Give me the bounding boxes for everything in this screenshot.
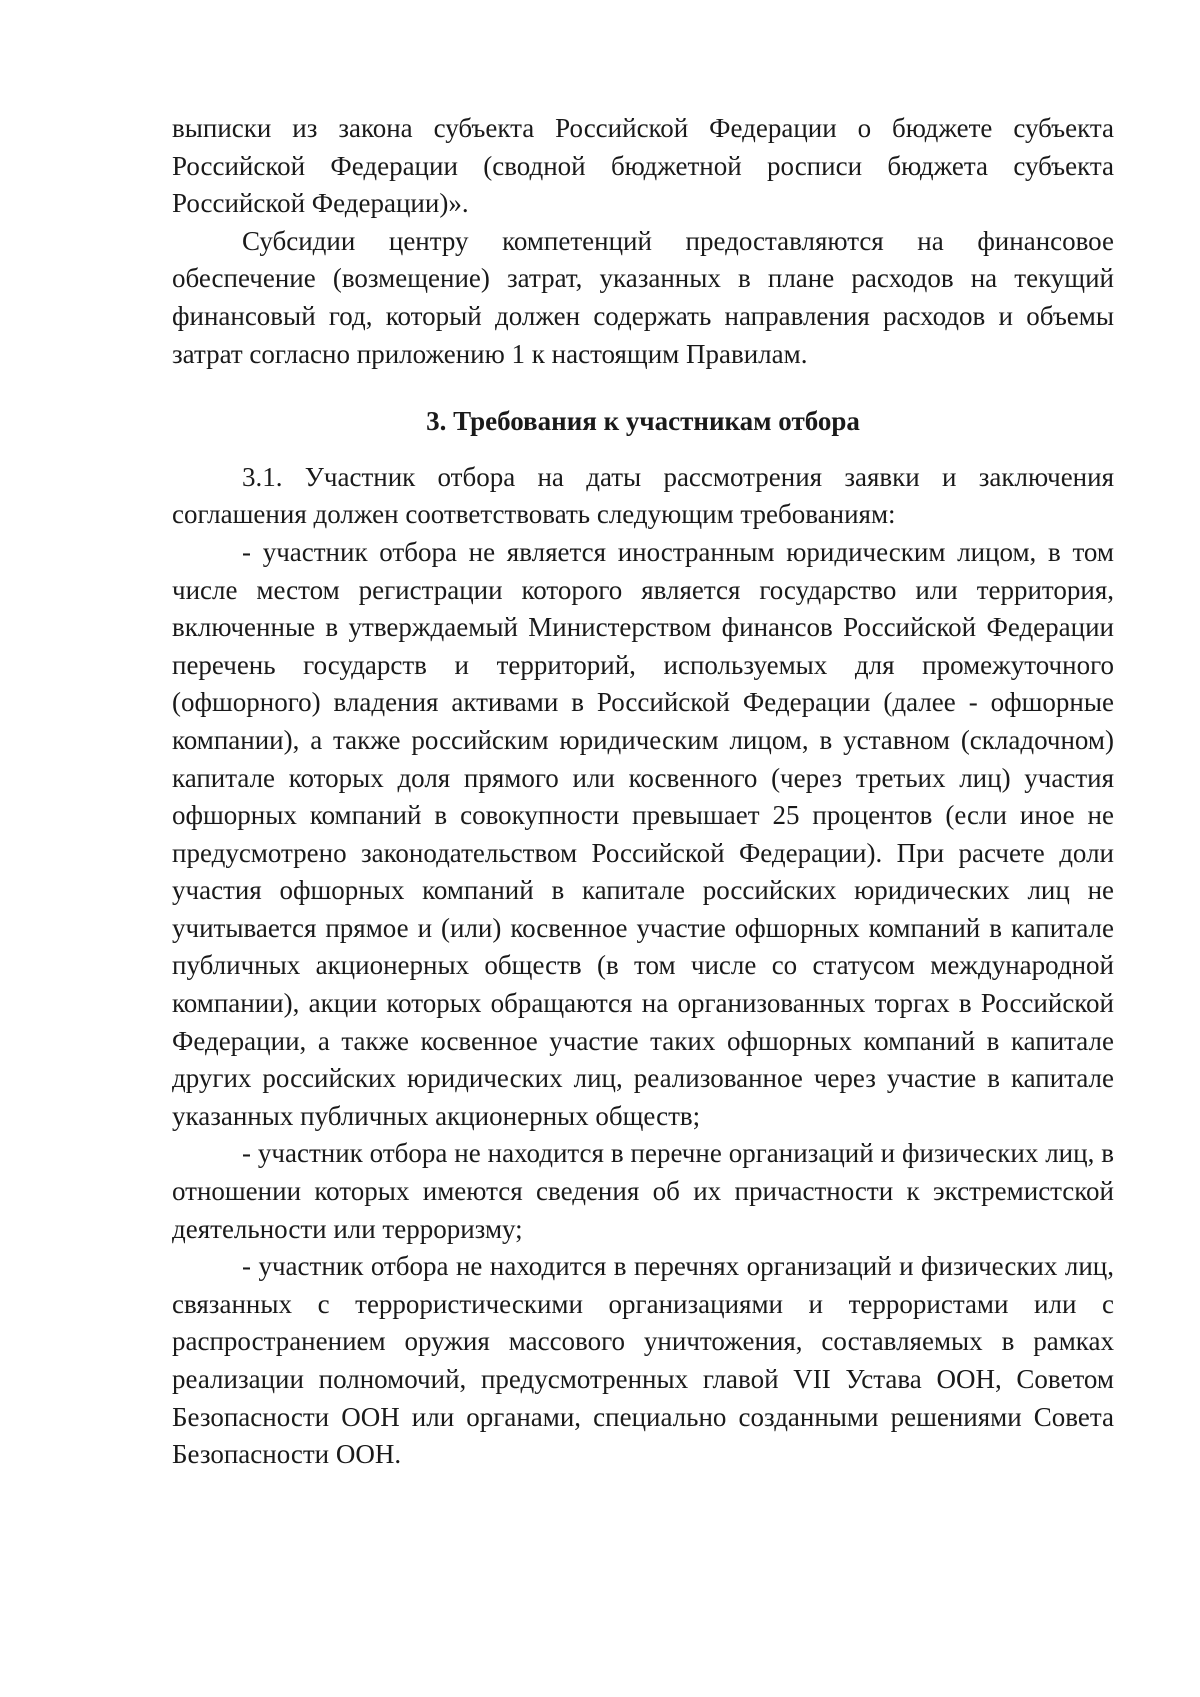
section-heading: 3. Требования к участникам отбора (426, 406, 860, 437)
paragraph-offshore-requirement: - участник отбора не является иностранным юридическим лицом, в том числе местом регистрации которого является государство или территория, включенные в утверждаемый Министерством финансов Российской Федерации перечень государств и территорий, используемых для промежуточного (офшорного) владения активами в Российской Федерации (далее - офшорные компании), а также российским юридическим лицом, в уставном (складочном) капитале которых доля прямого или косвенного (через третьих лиц) участия офшорных компаний в совокупности превышает 25 процентов (если иное не предусмотрено законодательством Российской Федерации). При расчете доли участия офшорных компаний в капитале российских юридических лиц не учитывается прямое и (или) косвенное участие офшорных компаний в капитале публичных акционерных обществ (в том числе со статусом международной компании), акции которых обращаются на организованных торгах в Российской Федерации, а также косвенное участие таких офшорных компаний в капитале других российских юридических лиц, реализованное через участие в капитале указанных публичных акционерных обществ; (172, 536, 1114, 1131)
document-page (172, 110, 1114, 1474)
paragraph-3-1: 3.1. Участник отбора на даты рассмотрения заявки и заключения соглашения должен соответствовать следующим требованиям: (172, 461, 1114, 530)
paragraph-budget-extract: выписки из закона субъекта Российской Федерации о бюджете субъекта Российской Федерации (сводной бюджетной росписи бюджета субъекта Российской Федерации)». (172, 113, 1114, 219)
paragraph-terrorism-requirement: - участник отбора не находится в перечнях организаций и физических лиц, связанных с террористическими организациями и террористами или с распространением оружия массового уничтожения, составляемых в рамках реализации полномочий, предусмотренных главой VII Устава ООН, Советом Безопасности ООН или органами, специально созданными решениями Совета Безопасности ООН. (172, 1251, 1114, 1470)
paragraph-extremism-requirement: - участник отбора не находится в перечне организаций и физических лиц, в отношении которых имеются сведения об их причастности к экстремистской деятельности или терроризму; (172, 1138, 1114, 1244)
paragraph-subsidies: Субсидии центру компетенций предоставляются на финансовое обеспечение (возмещение) затрат, указанных в плане расходов на текущий финансовый год, который должен содержать направления расходов и объемы затрат согласно приложению 1 к настоящим Правилам. (172, 225, 1114, 369)
